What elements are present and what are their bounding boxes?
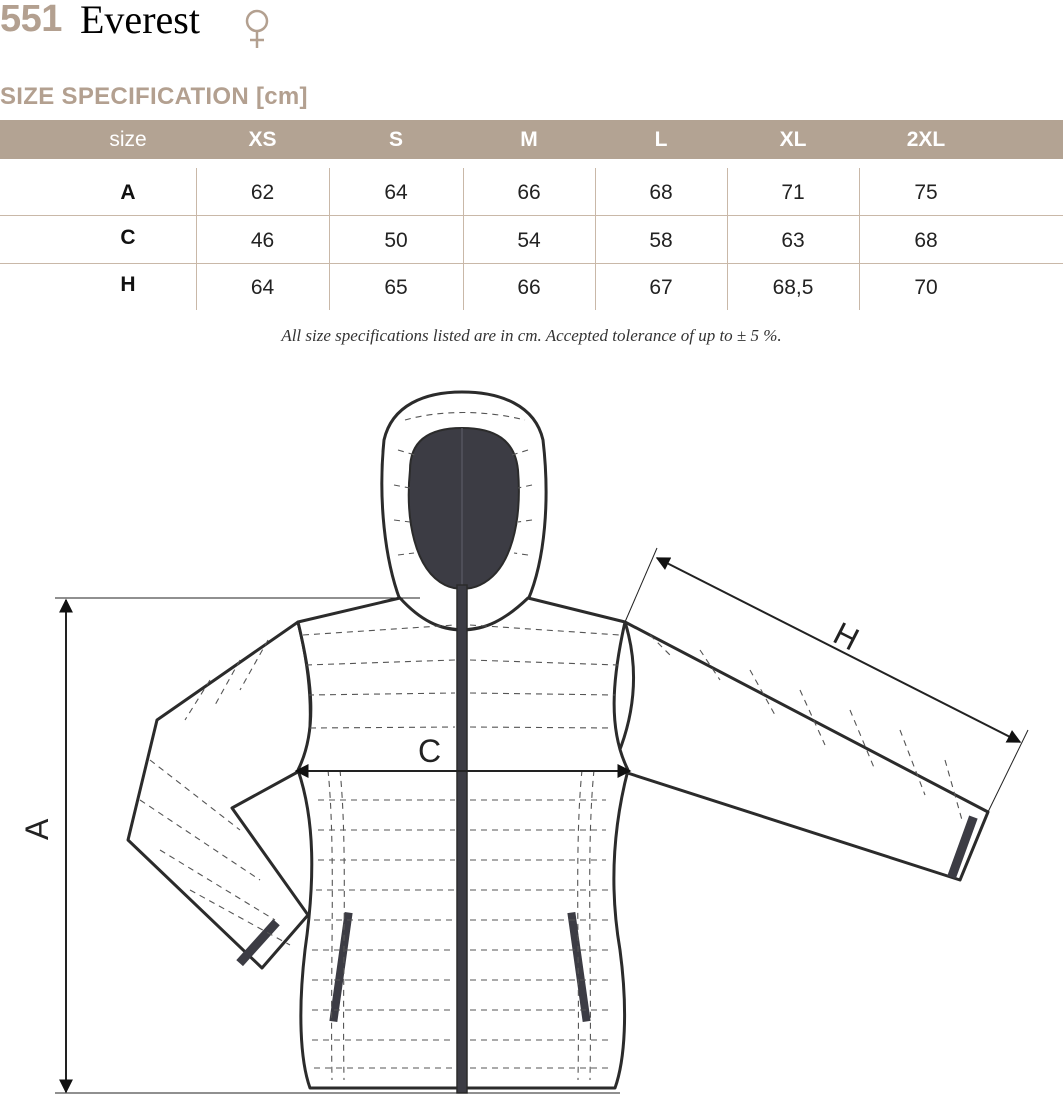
zipper xyxy=(457,585,467,1093)
table-cell: 65 xyxy=(384,276,408,299)
table-row xyxy=(0,263,1063,310)
dimension-c-label: C xyxy=(418,733,442,769)
header-size-s: S xyxy=(388,128,403,151)
header-size-2xl: 2XL xyxy=(906,128,946,151)
table-cell: 62 xyxy=(250,181,275,204)
header-size-xs: XS xyxy=(248,128,277,151)
table-cell: 67 xyxy=(649,276,673,299)
tolerance-note: All size specifications listed are in cm. Accepted tolerance of up to ± 5 %. xyxy=(281,326,782,345)
table-header xyxy=(0,120,1063,159)
table-cell: 68 xyxy=(649,181,673,204)
table-cell: 54 xyxy=(517,229,541,252)
table-cell: 66 xyxy=(517,276,541,299)
table-cell: 63 xyxy=(781,229,805,252)
header-size-l: L xyxy=(654,128,668,151)
table-row xyxy=(0,168,1063,216)
table-cell: 64 xyxy=(250,276,275,299)
dimension-a-label: A xyxy=(19,818,55,840)
female-symbol-icon xyxy=(244,8,270,50)
column-divider xyxy=(727,168,728,310)
column-divider xyxy=(196,168,197,310)
section-heading: SIZE SPECIFICATION [cm] xyxy=(0,83,308,110)
left-sleeve xyxy=(128,622,310,968)
right-sleeve xyxy=(612,622,988,880)
header-size-label: size xyxy=(109,128,147,151)
column-divider xyxy=(859,168,860,310)
table-cell: 66 xyxy=(517,181,541,204)
header-size-xl: XL xyxy=(779,128,807,151)
table-cell: 68,5 xyxy=(772,276,814,299)
table-row xyxy=(0,216,1063,264)
table-cell: 68 xyxy=(914,229,938,252)
table-cell: 75 xyxy=(914,181,938,204)
row-label: C xyxy=(120,226,136,249)
hood-inner xyxy=(409,428,519,589)
row-label: H xyxy=(120,273,136,296)
dimension-h-label: H xyxy=(827,614,865,658)
product-code: 551 xyxy=(0,0,62,40)
product-name: Everest xyxy=(80,0,200,42)
column-divider xyxy=(595,168,596,310)
table-cell: 70 xyxy=(914,276,938,299)
table-cell: 46 xyxy=(250,229,275,252)
table-cell: 58 xyxy=(649,229,673,252)
jacket-outline xyxy=(128,392,988,1088)
jacket-diagram xyxy=(0,380,1063,1096)
column-divider xyxy=(329,168,330,310)
table-cell: 64 xyxy=(384,181,408,204)
table-cell: 71 xyxy=(781,181,805,204)
table-cell: 50 xyxy=(384,229,408,252)
row-label: A xyxy=(120,181,136,204)
header-size-m: M xyxy=(520,128,538,151)
column-divider xyxy=(463,168,464,310)
